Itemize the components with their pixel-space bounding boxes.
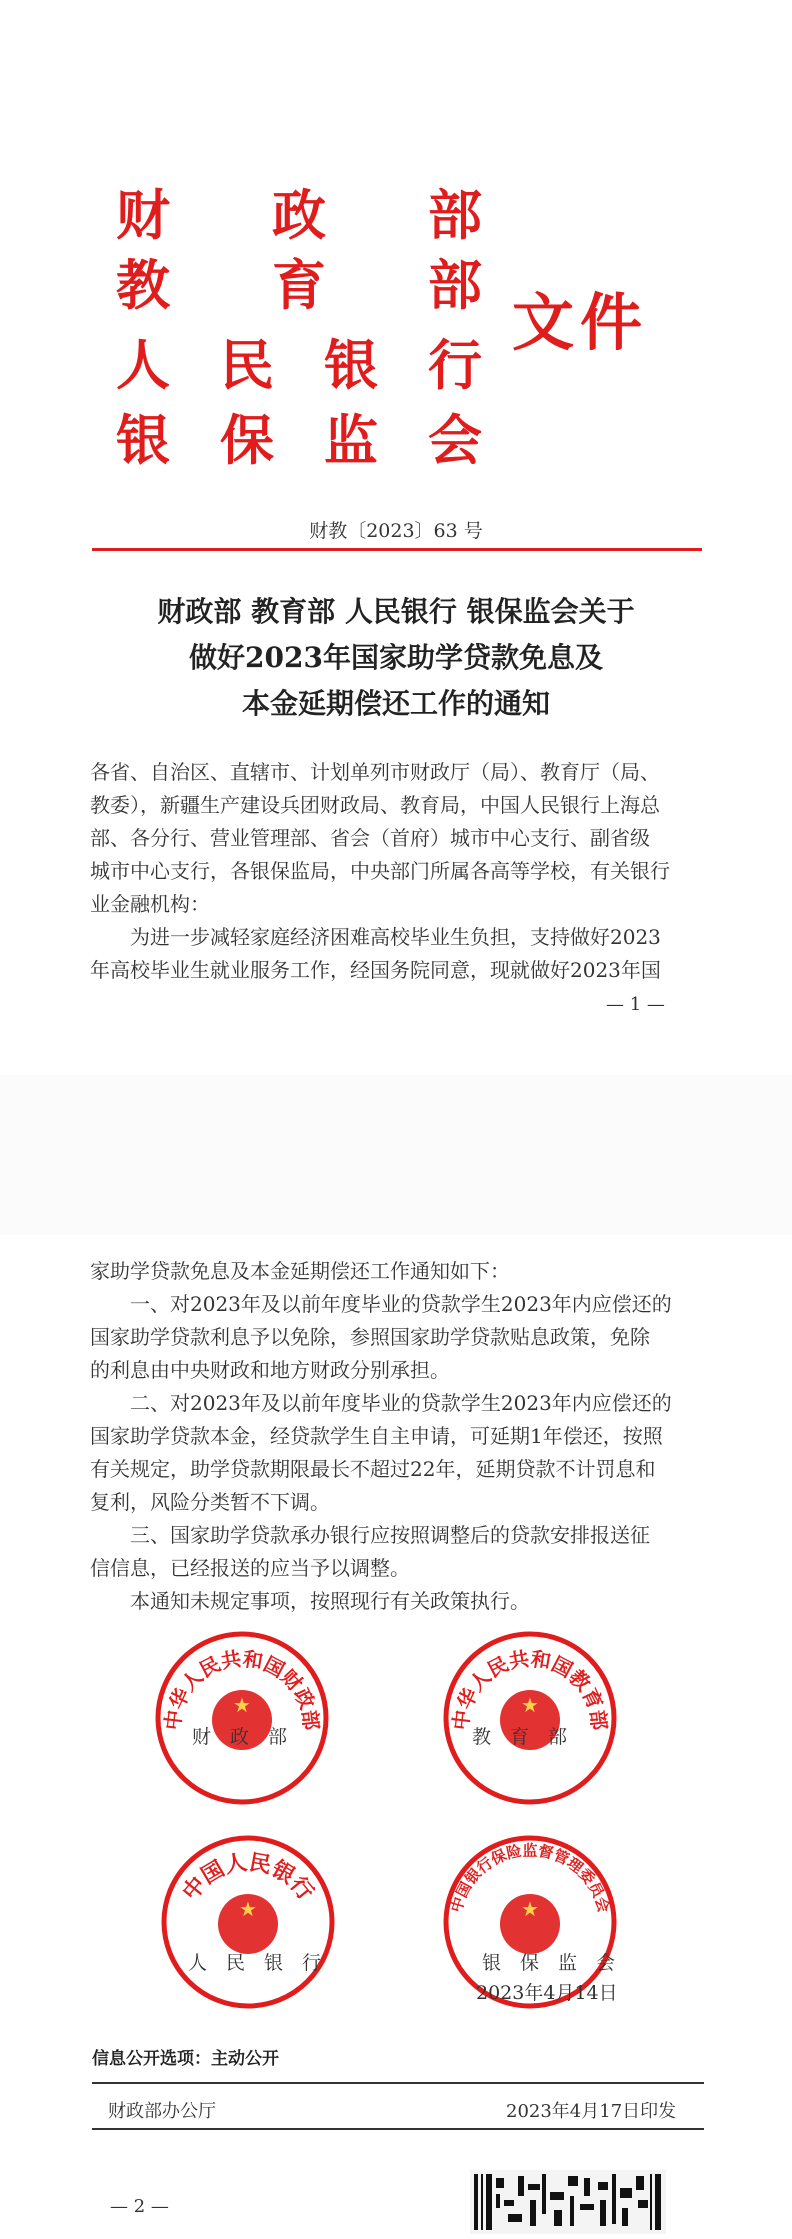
header-char: 行 — [428, 333, 482, 397]
title-line-2: 做好2023年国家助学贷款免息及 — [189, 641, 603, 674]
seal-mof-text: 中华人民共和国财政部 — [160, 1646, 324, 1732]
text-line: 家助学贷款免息及本金延期偿还工作通知如下： — [90, 1259, 510, 1283]
title-line-1: 财政部 教育部 人民银行 银保监会关于 — [157, 595, 635, 628]
seal-cbirc-text: 中国银行保险监督管理委员会 — [447, 1841, 613, 1915]
print-date: 2023年4月17日印发 — [506, 2101, 677, 2122]
text-line: 为进一步减轻家庭经济困难高校毕业生负担，支持做好2023 — [90, 925, 661, 949]
red-divider — [92, 548, 702, 551]
text-line: 教委），新疆生产建设兵团财政局、教育局，中国人民银行上海总 — [90, 793, 660, 817]
qr-barcode — [470, 2170, 666, 2234]
text-line: 有关规定，助学贷款期限最长不超过22年，延期贷款不计罚息和 — [90, 1457, 656, 1481]
header-wenjian: 文件 — [512, 286, 649, 359]
seal-mof — [152, 1628, 332, 1808]
seal-pboc — [158, 1832, 338, 2012]
issuing-office: 财政部办公厅 — [108, 2101, 216, 2122]
page-number-2: — 2 — — [110, 2196, 169, 2217]
text-line: 二、对2023年及以前年度毕业的贷款学生2023年内应偿还的 — [90, 1391, 672, 1415]
signing-date: 2023年4月14日 — [476, 1982, 618, 2004]
text-line: 年高校毕业生就业服务工作，经国务院同意，现就做好2023年国 — [90, 958, 661, 982]
footer-rule-top — [92, 2082, 704, 2084]
addressee-block — [90, 756, 702, 987]
signature-pboc: 人 民 银 行 — [188, 1952, 322, 1974]
page-number: — 1 — — [606, 994, 665, 1015]
header-char: 会 — [428, 408, 482, 472]
seal-moe — [440, 1628, 620, 1808]
text-line: 国家助学贷款本金，经贷款学生自主申请，可延期1年偿还，按照 — [90, 1424, 663, 1448]
text-line: 信信息，已经报送的应当予以调整。 — [90, 1556, 410, 1580]
page-gap — [0, 1075, 792, 1235]
header-char: 部 — [428, 183, 482, 247]
page2-body — [90, 1255, 702, 1618]
text-line: 城市中心支行，各银保监局，中央部门所属各高等学校，有关银行 — [90, 859, 670, 883]
signature-moe: 教 育 部 — [472, 1726, 568, 1748]
header-char: 监 — [324, 408, 378, 472]
footer-rule-bottom — [92, 2128, 704, 2130]
svg-text:★: ★ — [521, 1693, 539, 1717]
header-char: 民 — [220, 333, 274, 397]
text-line: 各省、自治区、直辖市、计划单列市财政厅（局）、教育厅（局、 — [90, 760, 660, 784]
title-line-3: 本金延期偿还工作的通知 — [241, 687, 550, 720]
signature-mof: 财 政 部 — [192, 1726, 288, 1748]
document-number: 财教〔2023〕63 号 — [309, 520, 483, 542]
text-line: 三、国家助学贷款承办银行应按照调整后的贷款安排报送征 — [90, 1523, 650, 1547]
header-char: 部 — [428, 253, 482, 317]
svg-text:★: ★ — [233, 1693, 251, 1717]
text-line: 业金融机构： — [90, 892, 210, 916]
text-line: 国家助学贷款利息予以免除，参照国家助学贷款贴息政策，免除 — [90, 1325, 650, 1349]
header-char: 银 — [116, 408, 170, 472]
text-line: 复利，风险分类暂不下调。 — [90, 1490, 330, 1514]
header-char: 教 — [116, 253, 170, 317]
text-line: 部、各分行、营业管理部、省会（首府）城市中心支行、副省级 — [90, 826, 650, 850]
header-char: 育 — [272, 253, 326, 317]
header-char: 保 — [220, 408, 274, 472]
header-char: 人 — [116, 333, 170, 397]
text-line: 本通知未规定事项，按照现行有关政策执行。 — [90, 1589, 530, 1613]
seal-moe-text: 中华人民共和国教育部 — [448, 1646, 612, 1732]
text-line: 一、对2023年及以前年度毕业的贷款学生2023年内应偿还的 — [90, 1292, 672, 1316]
svg-text:★: ★ — [521, 1897, 539, 1921]
header-char: 财 — [116, 183, 170, 247]
header-char: 银 — [324, 333, 378, 397]
seal-pboc-text: 中国人民银行 — [178, 1850, 318, 1906]
page-1 — [0, 0, 792, 1075]
info-disclosure: 信息公开选项：主动公开 — [92, 2049, 279, 2069]
header-char: 政 — [272, 183, 326, 247]
signature-cbirc: 银 保 监 会 — [482, 1952, 616, 1974]
text-line: 的利息由中央财政和地方财政分别承担。 — [90, 1358, 450, 1382]
svg-text:★: ★ — [239, 1897, 257, 1921]
